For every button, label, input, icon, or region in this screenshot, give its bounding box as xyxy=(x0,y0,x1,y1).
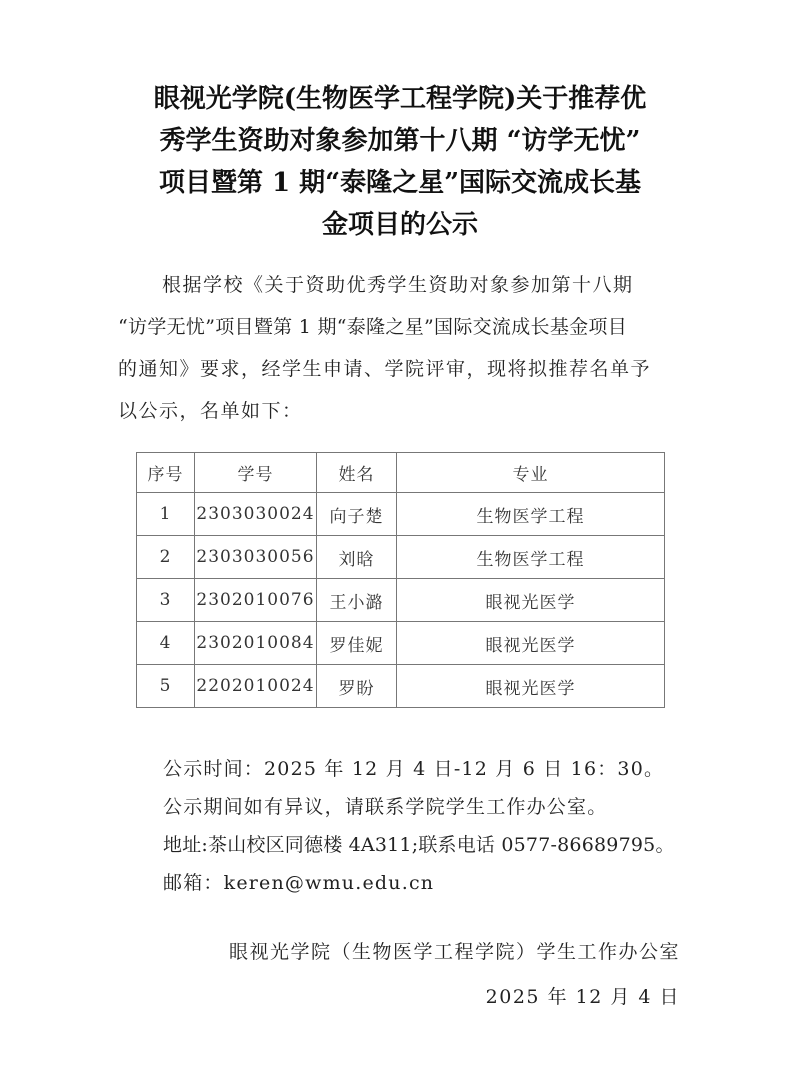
cell-major: 生物医学工程 xyxy=(397,493,665,536)
issuing-office: 眼视光学院（生物医学工程学院）学生工作办公室 xyxy=(228,941,680,963)
cell-name: 刘晗 xyxy=(317,536,397,579)
notice-details xyxy=(163,750,675,902)
document-title xyxy=(100,78,700,246)
cell-name: 罗佳妮 xyxy=(317,622,397,665)
notice-email: 邮箱：keren@wmu.edu.cn xyxy=(163,872,435,894)
title-line: 眼视光学院(生物医学工程学院)关于推荐优 xyxy=(153,84,647,114)
table-row xyxy=(137,622,665,665)
cell-index: 5 xyxy=(137,665,195,708)
cell-student-id: 2302010076 xyxy=(195,579,317,622)
notice-objection: 公示期间如有异议，请联系学院学生工作办公室。 xyxy=(163,796,608,818)
title-line: 秀学生资助对象参加第十八期 “访学无忧” xyxy=(159,126,641,156)
table-row xyxy=(137,536,665,579)
table-row xyxy=(137,493,665,536)
notice-period: 公示时间：2025 年 12 月 4 日-12 月 6 日 16：30。 xyxy=(163,758,665,780)
header-index: 序号 xyxy=(137,453,195,493)
cell-index: 1 xyxy=(137,493,195,536)
cell-index: 3 xyxy=(137,579,195,622)
cell-name: 罗盼 xyxy=(317,665,397,708)
intro-line: 根据学校《关于资助优秀学生资助对象参加第十八期 xyxy=(162,274,634,296)
signoff xyxy=(229,930,680,1020)
cell-index: 2 xyxy=(137,536,195,579)
cell-major: 眼视光医学 xyxy=(397,579,665,622)
table-row xyxy=(137,579,665,622)
recommendation-table xyxy=(136,452,665,708)
table-row xyxy=(137,665,665,708)
cell-name: 王小潞 xyxy=(317,579,397,622)
header-name: 姓名 xyxy=(317,453,397,493)
cell-major: 眼视光医学 xyxy=(397,665,665,708)
notice-address: 地址:茶山校区同德楼 4A311;联系电话 0577-86689795。 xyxy=(163,834,675,856)
title-line: 项目暨第 1 期“泰隆之星”国际交流成长基 xyxy=(158,168,642,198)
intro-line: “访学无忧”项目暨第 1 期“泰隆之星”国际交流成长基金项目 xyxy=(118,316,628,338)
table-header-row xyxy=(137,453,665,493)
issue-date: 2025 年 12 月 4 日 xyxy=(485,986,680,1008)
intro-paragraph xyxy=(118,264,698,432)
cell-major: 生物医学工程 xyxy=(397,536,665,579)
header-student-id: 学号 xyxy=(195,453,317,493)
cell-index: 4 xyxy=(137,622,195,665)
cell-name: 向子楚 xyxy=(317,493,397,536)
title-line: 金项目的公示 xyxy=(321,210,478,240)
header-major: 专业 xyxy=(397,453,665,493)
cell-major: 眼视光医学 xyxy=(397,622,665,665)
intro-line: 的通知》要求，经学生申请、学院评审，现将拟推荐名单予 xyxy=(118,358,652,380)
cell-student-id: 2303030024 xyxy=(195,493,317,536)
cell-student-id: 2303030056 xyxy=(195,536,317,579)
intro-line: 以公示，名单如下： xyxy=(118,400,303,422)
cell-student-id: 2302010084 xyxy=(195,622,317,665)
cell-student-id: 2202010024 xyxy=(195,665,317,708)
